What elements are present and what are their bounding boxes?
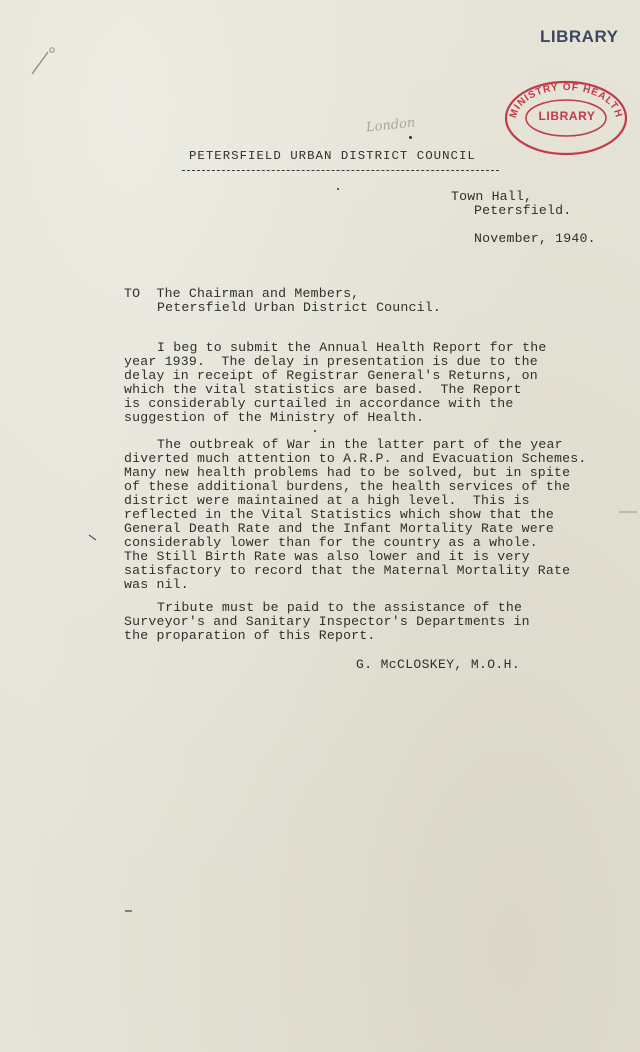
paragraph-2-line: Many new health problems had to be solved, but in spite — [124, 465, 571, 480]
header-rule — [182, 170, 499, 171]
ink-dot — [409, 136, 412, 139]
paragraph-2-line: was nil. — [124, 577, 189, 592]
paragraph-1-line: which the vital statistics are based. The Report — [124, 382, 522, 397]
council-header: PETERSFIELD URBAN DISTRICT COUNCIL — [189, 149, 476, 163]
paragraph-2-line: General Death Rate and the Infant Mortality Rate were — [124, 521, 555, 536]
paragraph-1-line: year 1939. The delay in presentation is due to the — [124, 354, 538, 369]
address-line-2: Petersfield. — [474, 203, 572, 218]
paragraph-2-line: The Still Birth Rate was also lower and it is very — [124, 549, 530, 564]
margin-tick-icon — [618, 508, 638, 516]
pencil-annotation: London — [365, 115, 417, 136]
paragraph-3-line: the proparation of this Report. — [124, 628, 376, 643]
ink-dot — [337, 188, 339, 190]
paragraph-1-line: suggestion of the Ministry of Health. — [124, 410, 425, 425]
paragraph-2-line: of these additional burdens, the health services of the — [124, 479, 571, 494]
stamp-center-text: LIBRARY — [538, 109, 596, 123]
salutation-line-1: TO The Chairman and Members, — [124, 286, 360, 301]
paragraph-2-line: considerably lower than for the country as a whole. — [124, 535, 538, 550]
library-label: LIBRARY — [540, 27, 619, 46]
paragraph-1-line: is considerably curtailed in accordance with the — [124, 396, 514, 411]
paragraph-2-line: satisfactory to record that the Maternal Mortality Rate — [124, 563, 571, 578]
letter-date: November, 1940. — [474, 231, 596, 246]
paragraph-3-line: Surveyor's and Sanitary Inspector's Departments in — [124, 614, 530, 629]
paragraph-1-line: I beg to submit the Annual Health Report for the — [157, 340, 547, 355]
stamp-top-text: MINISTRY OF HEALTH — [507, 81, 625, 120]
salutation-line-2: Petersfield Urban District Council. — [157, 300, 441, 315]
paragraph-2-line: reflected in the Vital Statistics which show that the — [124, 507, 555, 522]
paragraph-2-line: diverted much attention to A.R.P. and Evacuation Schemes. — [124, 451, 587, 466]
ink-dot — [314, 430, 316, 432]
corner-scribble-icon — [28, 46, 58, 76]
paragraph-2-line: district were maintained at a high level. This is — [124, 493, 530, 508]
address-line-1: Town Hall, — [451, 189, 533, 204]
signature-line: G. McCLOSKEY, M.O.H. — [356, 657, 521, 672]
stray-mark-icon — [124, 908, 134, 914]
paragraph-1-line: delay in receipt of Registrar General's Returns, on — [124, 368, 538, 383]
margin-tick-icon — [88, 534, 98, 542]
paragraph-2-line: The outbreak of War in the latter part of the year — [157, 437, 563, 452]
paragraph-3-line: Tribute must be paid to the assistance of the — [157, 600, 523, 615]
